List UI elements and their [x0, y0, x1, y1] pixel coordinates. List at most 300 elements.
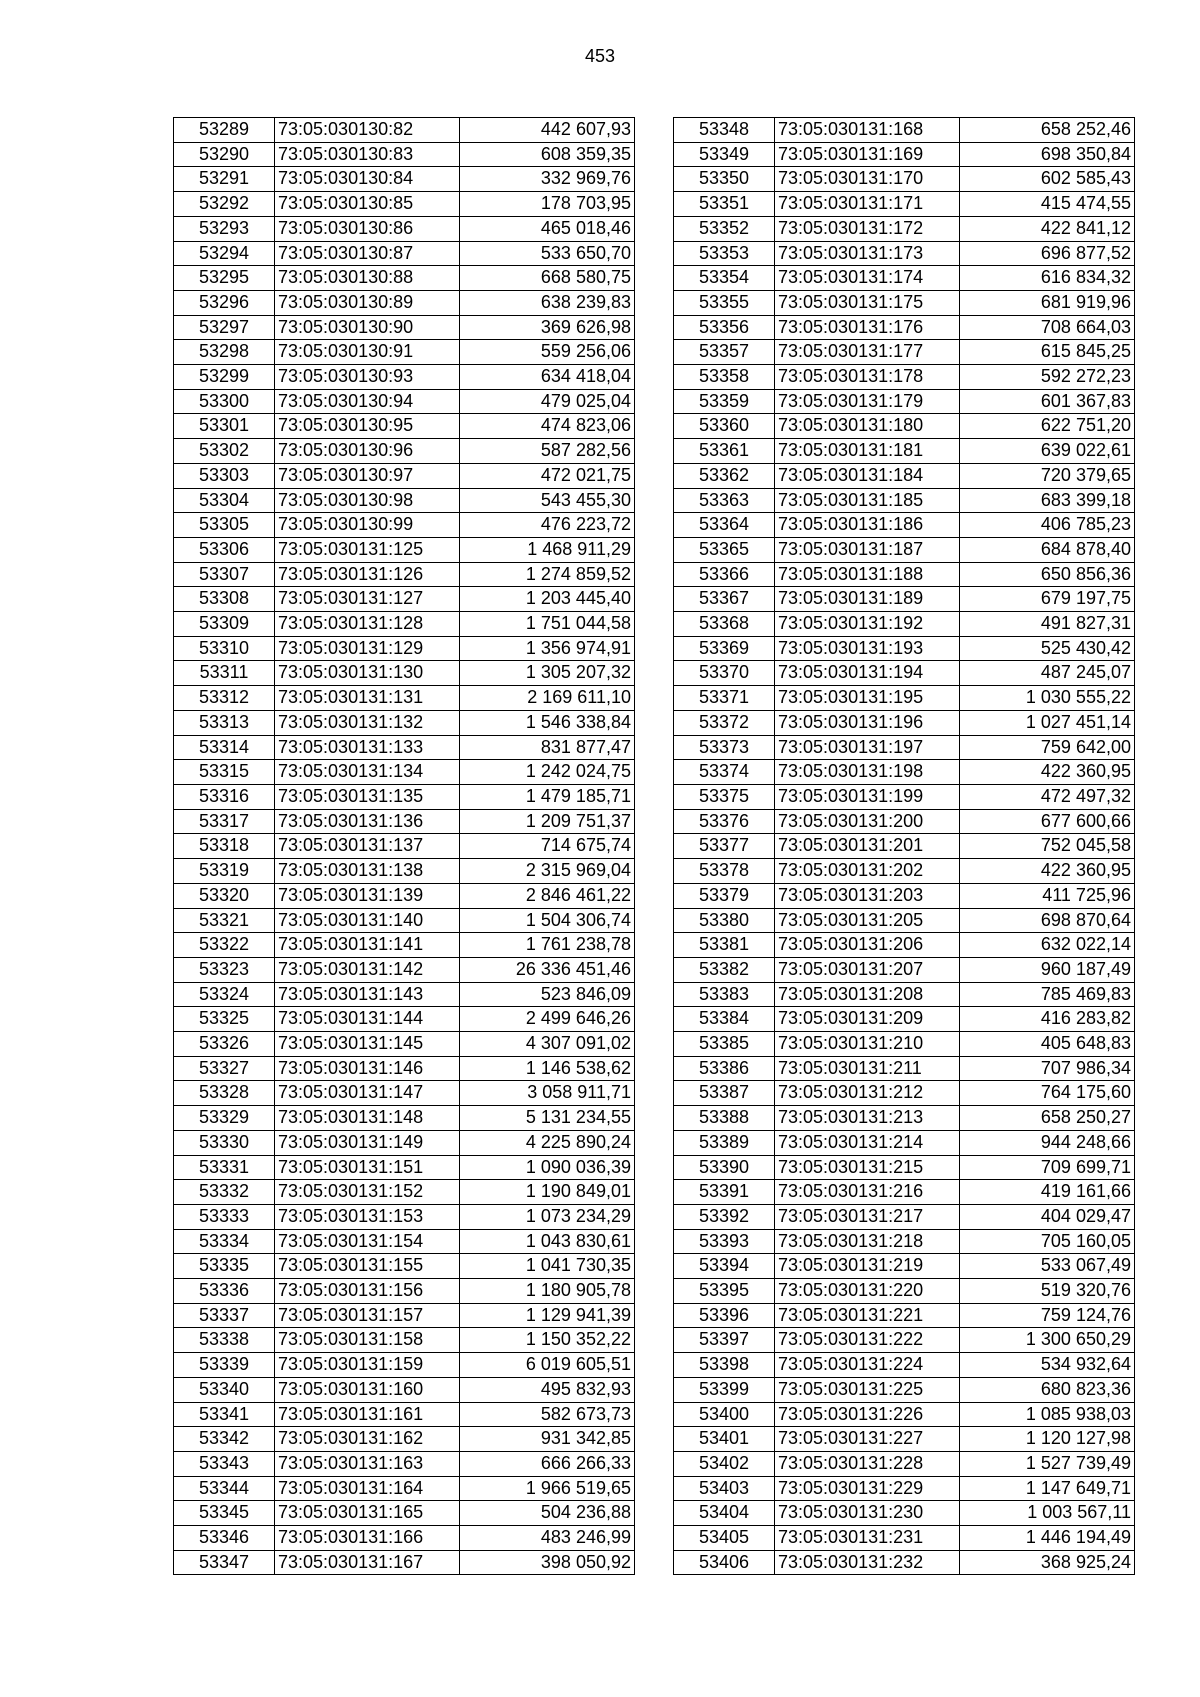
value-cell: 709 699,71: [960, 1155, 1135, 1180]
value-cell: 1 043 830,61: [460, 1229, 635, 1254]
cadastral-number-cell: 73:05:030131:219: [775, 1254, 960, 1279]
value-cell: 1 027 451,14: [960, 710, 1135, 735]
cadastral-number-cell: 73:05:030131:201: [775, 834, 960, 859]
row-number-cell: 53291: [174, 167, 275, 192]
row-number-cell: 53381: [674, 933, 775, 958]
row-number-cell: 53387: [674, 1081, 775, 1106]
table-row: [674, 118, 1135, 143]
table-row: [674, 1007, 1135, 1032]
cadastral-number-cell: 73:05:030131:225: [775, 1377, 960, 1402]
cadastral-number-cell: 73:05:030131:126: [275, 562, 460, 587]
value-cell: 405 648,83: [960, 1032, 1135, 1057]
cadastral-number-cell: 73:05:030131:199: [775, 784, 960, 809]
value-cell: 602 585,43: [960, 167, 1135, 192]
row-number-cell: 53308: [174, 587, 275, 612]
table-row: [674, 340, 1135, 365]
value-cell: 368 925,24: [960, 1550, 1135, 1575]
cadastral-number-cell: 73:05:030131:209: [775, 1007, 960, 1032]
cadastral-number-cell: 73:05:030131:232: [775, 1550, 960, 1575]
cadastral-number-cell: 73:05:030131:147: [275, 1081, 460, 1106]
table-row: [174, 1526, 635, 1551]
table-row: [174, 1451, 635, 1476]
table-row: [174, 636, 635, 661]
row-number-cell: 53327: [174, 1056, 275, 1081]
cadastral-number-cell: 73:05:030130:86: [275, 216, 460, 241]
row-number-cell: 53328: [174, 1081, 275, 1106]
cadastral-number-cell: 73:05:030131:230: [775, 1501, 960, 1526]
table-row: [174, 1032, 635, 1057]
value-cell: 178 703,95: [460, 192, 635, 217]
value-cell: 1 966 519,65: [460, 1476, 635, 1501]
table-row: [674, 290, 1135, 315]
value-cell: 1 120 127,98: [960, 1427, 1135, 1452]
row-number-cell: 53340: [174, 1377, 275, 1402]
table-row: [674, 1279, 1135, 1304]
table-row: [174, 1501, 635, 1526]
row-number-cell: 53396: [674, 1303, 775, 1328]
row-number-cell: 53316: [174, 784, 275, 809]
table-row: [674, 1204, 1135, 1229]
table-row: [174, 266, 635, 291]
cadastral-number-cell: 73:05:030131:166: [275, 1526, 460, 1551]
row-number-cell: 53307: [174, 562, 275, 587]
cadastral-number-cell: 73:05:030131:231: [775, 1526, 960, 1551]
cadastral-number-cell: 73:05:030131:200: [775, 809, 960, 834]
row-number-cell: 53322: [174, 933, 275, 958]
table-row: [174, 513, 635, 538]
table-row: [674, 1353, 1135, 1378]
page-number: 453: [584, 46, 616, 66]
value-cell: 608 359,35: [460, 142, 635, 167]
value-cell: 2 499 646,26: [460, 1007, 635, 1032]
table-row: [174, 340, 635, 365]
row-number-cell: 53326: [174, 1032, 275, 1057]
cadastral-number-cell: 73:05:030131:185: [775, 488, 960, 513]
row-number-cell: 53370: [674, 661, 775, 686]
value-cell: 1 146 538,62: [460, 1056, 635, 1081]
value-cell: 1 147 649,71: [960, 1476, 1135, 1501]
cadastral-number-cell: 73:05:030131:138: [275, 859, 460, 884]
table-row: [674, 1427, 1135, 1452]
cadastral-number-cell: 73:05:030131:220: [775, 1279, 960, 1304]
table-row: [674, 142, 1135, 167]
value-cell: 639 022,61: [960, 439, 1135, 464]
cadastral-number-cell: 73:05:030130:96: [275, 439, 460, 464]
cadastral-number-cell: 73:05:030131:197: [775, 735, 960, 760]
row-number-cell: 53364: [674, 513, 775, 538]
row-number-cell: 53369: [674, 636, 775, 661]
cadastral-number-cell: 73:05:030131:217: [775, 1204, 960, 1229]
cadastral-number-cell: 73:05:030131:179: [775, 389, 960, 414]
value-cell: 601 367,83: [960, 389, 1135, 414]
row-number-cell: 53388: [674, 1106, 775, 1131]
value-cell: 398 050,92: [460, 1550, 635, 1575]
table-row: [674, 562, 1135, 587]
table-body: [674, 118, 1135, 1575]
value-cell: 1 180 905,78: [460, 1279, 635, 1304]
value-cell: 465 018,46: [460, 216, 635, 241]
row-number-cell: 53330: [174, 1130, 275, 1155]
row-number-cell: 53368: [674, 612, 775, 637]
cadastral-number-cell: 73:05:030131:142: [275, 957, 460, 982]
row-number-cell: 53371: [674, 686, 775, 711]
table-row: [174, 537, 635, 562]
cadastral-number-cell: 73:05:030131:208: [775, 982, 960, 1007]
cadastral-number-cell: 73:05:030130:95: [275, 414, 460, 439]
row-number-cell: 53331: [174, 1155, 275, 1180]
table-row: [674, 167, 1135, 192]
table-row: [674, 834, 1135, 859]
row-number-cell: 53353: [674, 241, 775, 266]
table-row: [174, 1007, 635, 1032]
table-row: [674, 1056, 1135, 1081]
cadastral-number-cell: 73:05:030131:188: [775, 562, 960, 587]
row-number-cell: 53399: [674, 1377, 775, 1402]
row-number-cell: 53351: [674, 192, 775, 217]
cadastral-number-cell: 73:05:030130:87: [275, 241, 460, 266]
value-cell: 483 246,99: [460, 1526, 635, 1551]
row-number-cell: 53382: [674, 957, 775, 982]
value-cell: 752 045,58: [960, 834, 1135, 859]
table-row: [674, 1476, 1135, 1501]
cadastral-number-cell: 73:05:030131:174: [775, 266, 960, 291]
table-row: [174, 735, 635, 760]
cadastral-number-cell: 73:05:030131:205: [775, 908, 960, 933]
cadastral-number-cell: 73:05:030131:139: [275, 883, 460, 908]
table-row: [674, 809, 1135, 834]
cadastral-number-cell: 73:05:030131:216: [775, 1180, 960, 1205]
value-cell: 1 300 650,29: [960, 1328, 1135, 1353]
value-cell: 1 030 555,22: [960, 686, 1135, 711]
row-number-cell: 53363: [674, 488, 775, 513]
row-number-cell: 53375: [674, 784, 775, 809]
row-number-cell: 53321: [174, 908, 275, 933]
row-number-cell: 53376: [674, 809, 775, 834]
value-cell: 1 129 941,39: [460, 1303, 635, 1328]
row-number-cell: 53404: [674, 1501, 775, 1526]
table-row: [174, 1328, 635, 1353]
row-number-cell: 53298: [174, 340, 275, 365]
table-row: [174, 859, 635, 884]
row-number-cell: 53384: [674, 1007, 775, 1032]
value-cell: 714 675,74: [460, 834, 635, 859]
row-number-cell: 53403: [674, 1476, 775, 1501]
value-cell: 705 160,05: [960, 1229, 1135, 1254]
cadastral-number-cell: 73:05:030131:167: [275, 1550, 460, 1575]
cadastral-number-cell: 73:05:030131:218: [775, 1229, 960, 1254]
cadastral-number-cell: 73:05:030131:164: [275, 1476, 460, 1501]
row-number-cell: 53302: [174, 439, 275, 464]
value-cell: 1 090 036,39: [460, 1155, 635, 1180]
cadastral-number-cell: 73:05:030130:98: [275, 488, 460, 513]
cadastral-number-cell: 73:05:030131:178: [775, 365, 960, 390]
table-row: [174, 463, 635, 488]
row-number-cell: 53313: [174, 710, 275, 735]
value-cell: 476 223,72: [460, 513, 635, 538]
value-cell: 831 877,47: [460, 735, 635, 760]
table-body: [174, 118, 635, 1575]
row-number-cell: 53290: [174, 142, 275, 167]
cadastral-number-cell: 73:05:030131:194: [775, 661, 960, 686]
cadastral-number-cell: 73:05:030131:196: [775, 710, 960, 735]
table-row: [674, 1229, 1135, 1254]
cadastral-number-cell: 73:05:030131:226: [775, 1402, 960, 1427]
row-number-cell: 53336: [174, 1279, 275, 1304]
value-cell: 533 067,49: [960, 1254, 1135, 1279]
table-row: [174, 1279, 635, 1304]
value-cell: 1 546 338,84: [460, 710, 635, 735]
value-cell: 1 356 974,91: [460, 636, 635, 661]
value-cell: 523 846,09: [460, 982, 635, 1007]
value-cell: 2 846 461,22: [460, 883, 635, 908]
cadastral-number-cell: 73:05:030131:171: [775, 192, 960, 217]
cadastral-number-cell: 73:05:030131:228: [775, 1451, 960, 1476]
value-cell: 759 642,00: [960, 735, 1135, 760]
table-row: [174, 957, 635, 982]
row-number-cell: 53383: [674, 982, 775, 1007]
value-cell: 406 785,23: [960, 513, 1135, 538]
cadastral-number-cell: 73:05:030130:88: [275, 266, 460, 291]
value-cell: 658 250,27: [960, 1106, 1135, 1131]
cadastral-number-cell: 73:05:030131:189: [775, 587, 960, 612]
table-row: [674, 1451, 1135, 1476]
cadastral-number-cell: 73:05:030131:180: [775, 414, 960, 439]
cadastral-number-cell: 73:05:030131:203: [775, 883, 960, 908]
table-row: [174, 1229, 635, 1254]
value-cell: 759 124,76: [960, 1303, 1135, 1328]
table-row: [174, 1081, 635, 1106]
value-cell: 708 664,03: [960, 315, 1135, 340]
row-number-cell: 53315: [174, 760, 275, 785]
value-cell: 1 085 938,03: [960, 1402, 1135, 1427]
cadastral-number-cell: 73:05:030131:155: [275, 1254, 460, 1279]
cadastral-number-cell: 73:05:030131:206: [775, 933, 960, 958]
value-cell: 504 236,88: [460, 1501, 635, 1526]
value-cell: 495 832,93: [460, 1377, 635, 1402]
cadastral-number-cell: 73:05:030131:227: [775, 1427, 960, 1452]
row-number-cell: 53309: [174, 612, 275, 637]
row-number-cell: 53332: [174, 1180, 275, 1205]
value-cell: 404 029,47: [960, 1204, 1135, 1229]
row-number-cell: 53395: [674, 1279, 775, 1304]
cadastral-number-cell: 73:05:030131:134: [275, 760, 460, 785]
cadastral-number-cell: 73:05:030131:214: [775, 1130, 960, 1155]
value-cell: 2 169 611,10: [460, 686, 635, 711]
table-row: [174, 216, 635, 241]
table-right: [673, 117, 1135, 1575]
cadastral-number-cell: 73:05:030131:146: [275, 1056, 460, 1081]
table-row: [674, 908, 1135, 933]
row-number-cell: 53320: [174, 883, 275, 908]
table-row: [174, 1476, 635, 1501]
value-cell: 3 058 911,71: [460, 1081, 635, 1106]
cadastral-number-cell: 73:05:030131:221: [775, 1303, 960, 1328]
value-cell: 764 175,60: [960, 1081, 1135, 1106]
value-cell: 543 455,30: [460, 488, 635, 513]
row-number-cell: 53303: [174, 463, 275, 488]
cadastral-number-cell: 73:05:030131:207: [775, 957, 960, 982]
table-row: [674, 1106, 1135, 1131]
value-cell: 519 320,76: [960, 1279, 1135, 1304]
value-cell: 587 282,56: [460, 439, 635, 464]
value-cell: 666 266,33: [460, 1451, 635, 1476]
table-row: [174, 1106, 635, 1131]
table-row: [174, 784, 635, 809]
cadastral-number-cell: 73:05:030131:141: [275, 933, 460, 958]
value-cell: 707 986,34: [960, 1056, 1135, 1081]
value-cell: 411 725,96: [960, 883, 1135, 908]
table-row: [674, 587, 1135, 612]
value-cell: 1 041 730,35: [460, 1254, 635, 1279]
table-row: [674, 612, 1135, 637]
value-cell: 26 336 451,46: [460, 957, 635, 982]
value-cell: 650 856,36: [960, 562, 1135, 587]
row-number-cell: 53324: [174, 982, 275, 1007]
value-cell: 592 272,23: [960, 365, 1135, 390]
row-number-cell: 53314: [174, 735, 275, 760]
table-row: [174, 908, 635, 933]
row-number-cell: 53306: [174, 537, 275, 562]
value-cell: 616 834,32: [960, 266, 1135, 291]
row-number-cell: 53397: [674, 1328, 775, 1353]
row-number-cell: 53393: [674, 1229, 775, 1254]
cadastral-number-cell: 73:05:030131:193: [775, 636, 960, 661]
row-number-cell: 53386: [674, 1056, 775, 1081]
row-number-cell: 53354: [674, 266, 775, 291]
cadastral-number-cell: 73:05:030131:195: [775, 686, 960, 711]
cadastral-number-cell: 73:05:030130:82: [275, 118, 460, 143]
row-number-cell: 53357: [674, 340, 775, 365]
cadastral-number-cell: 73:05:030130:83: [275, 142, 460, 167]
value-cell: 472 497,32: [960, 784, 1135, 809]
row-number-cell: 53365: [674, 537, 775, 562]
table-row: [674, 1155, 1135, 1180]
value-cell: 668 580,75: [460, 266, 635, 291]
row-number-cell: 53359: [674, 389, 775, 414]
row-number-cell: 53323: [174, 957, 275, 982]
value-cell: 680 823,36: [960, 1377, 1135, 1402]
value-cell: 416 283,82: [960, 1007, 1135, 1032]
value-cell: 681 919,96: [960, 290, 1135, 315]
table-row: [174, 1402, 635, 1427]
cadastral-number-cell: 73:05:030131:181: [775, 439, 960, 464]
value-cell: 677 600,66: [960, 809, 1135, 834]
row-number-cell: 53367: [674, 587, 775, 612]
cadastral-number-cell: 73:05:030131:212: [775, 1081, 960, 1106]
row-number-cell: 53296: [174, 290, 275, 315]
row-number-cell: 53312: [174, 686, 275, 711]
value-cell: 419 161,66: [960, 1180, 1135, 1205]
row-number-cell: 53401: [674, 1427, 775, 1452]
table-row: [674, 266, 1135, 291]
value-cell: 1 203 445,40: [460, 587, 635, 612]
cadastral-number-cell: 73:05:030131:184: [775, 463, 960, 488]
table-row: [674, 1180, 1135, 1205]
table-row: [174, 933, 635, 958]
value-cell: 679 197,75: [960, 587, 1135, 612]
cadastral-number-cell: 73:05:030131:137: [275, 834, 460, 859]
cadastral-number-cell: 73:05:030131:187: [775, 537, 960, 562]
cadastral-number-cell: 73:05:030131:163: [275, 1451, 460, 1476]
value-cell: 931 342,85: [460, 1427, 635, 1452]
cadastral-number-cell: 73:05:030131:148: [275, 1106, 460, 1131]
table-row: [174, 809, 635, 834]
table-row: [174, 686, 635, 711]
table-row: [674, 859, 1135, 884]
cadastral-number-cell: 73:05:030131:202: [775, 859, 960, 884]
cadastral-number-cell: 73:05:030130:94: [275, 389, 460, 414]
value-cell: 2 315 969,04: [460, 859, 635, 884]
value-cell: 944 248,66: [960, 1130, 1135, 1155]
value-cell: 698 870,64: [960, 908, 1135, 933]
row-number-cell: 53366: [674, 562, 775, 587]
table-row: [674, 513, 1135, 538]
cadastral-number-cell: 73:05:030131:149: [275, 1130, 460, 1155]
table-left: [173, 117, 635, 1575]
value-cell: 415 474,55: [960, 192, 1135, 217]
row-number-cell: 53402: [674, 1451, 775, 1476]
value-cell: 1 209 751,37: [460, 809, 635, 834]
value-cell: 1 242 024,75: [460, 760, 635, 785]
value-cell: 1 446 194,49: [960, 1526, 1135, 1551]
table-row: [674, 315, 1135, 340]
value-cell: 1 527 739,49: [960, 1451, 1135, 1476]
row-number-cell: 53392: [674, 1204, 775, 1229]
table-row: [174, 192, 635, 217]
row-number-cell: 53334: [174, 1229, 275, 1254]
table-row: [674, 760, 1135, 785]
table-row: [174, 414, 635, 439]
table-row: [674, 1328, 1135, 1353]
value-cell: 332 969,76: [460, 167, 635, 192]
table-row: [674, 463, 1135, 488]
table-row: [674, 1303, 1135, 1328]
value-cell: 1 003 567,11: [960, 1501, 1135, 1526]
row-number-cell: 53295: [174, 266, 275, 291]
table-row: [674, 488, 1135, 513]
value-cell: 422 360,95: [960, 760, 1135, 785]
value-cell: 4 307 091,02: [460, 1032, 635, 1057]
value-cell: 698 350,84: [960, 142, 1135, 167]
value-cell: 658 252,46: [960, 118, 1135, 143]
row-number-cell: 53405: [674, 1526, 775, 1551]
row-number-cell: 53297: [174, 315, 275, 340]
cadastral-number-cell: 73:05:030131:161: [275, 1402, 460, 1427]
value-cell: 491 827,31: [960, 612, 1135, 637]
table-row: [674, 537, 1135, 562]
table-row: [674, 365, 1135, 390]
cadastral-number-cell: 73:05:030131:145: [275, 1032, 460, 1057]
value-cell: 422 360,95: [960, 859, 1135, 884]
cadastral-number-cell: 73:05:030130:85: [275, 192, 460, 217]
row-number-cell: 53377: [674, 834, 775, 859]
cadastral-number-cell: 73:05:030130:89: [275, 290, 460, 315]
cadastral-number-cell: 73:05:030131:143: [275, 982, 460, 1007]
cadastral-number-cell: 73:05:030131:192: [775, 612, 960, 637]
value-cell: 582 673,73: [460, 1402, 635, 1427]
table-row: [174, 1155, 635, 1180]
row-number-cell: 53319: [174, 859, 275, 884]
cadastral-number-cell: 73:05:030131:213: [775, 1106, 960, 1131]
value-cell: 6 019 605,51: [460, 1353, 635, 1378]
cadastral-number-cell: 73:05:030131:125: [275, 537, 460, 562]
value-cell: 615 845,25: [960, 340, 1135, 365]
cadastral-number-cell: 73:05:030130:97: [275, 463, 460, 488]
row-number-cell: 53318: [174, 834, 275, 859]
row-number-cell: 53301: [174, 414, 275, 439]
table-row: [174, 142, 635, 167]
table-row: [674, 735, 1135, 760]
